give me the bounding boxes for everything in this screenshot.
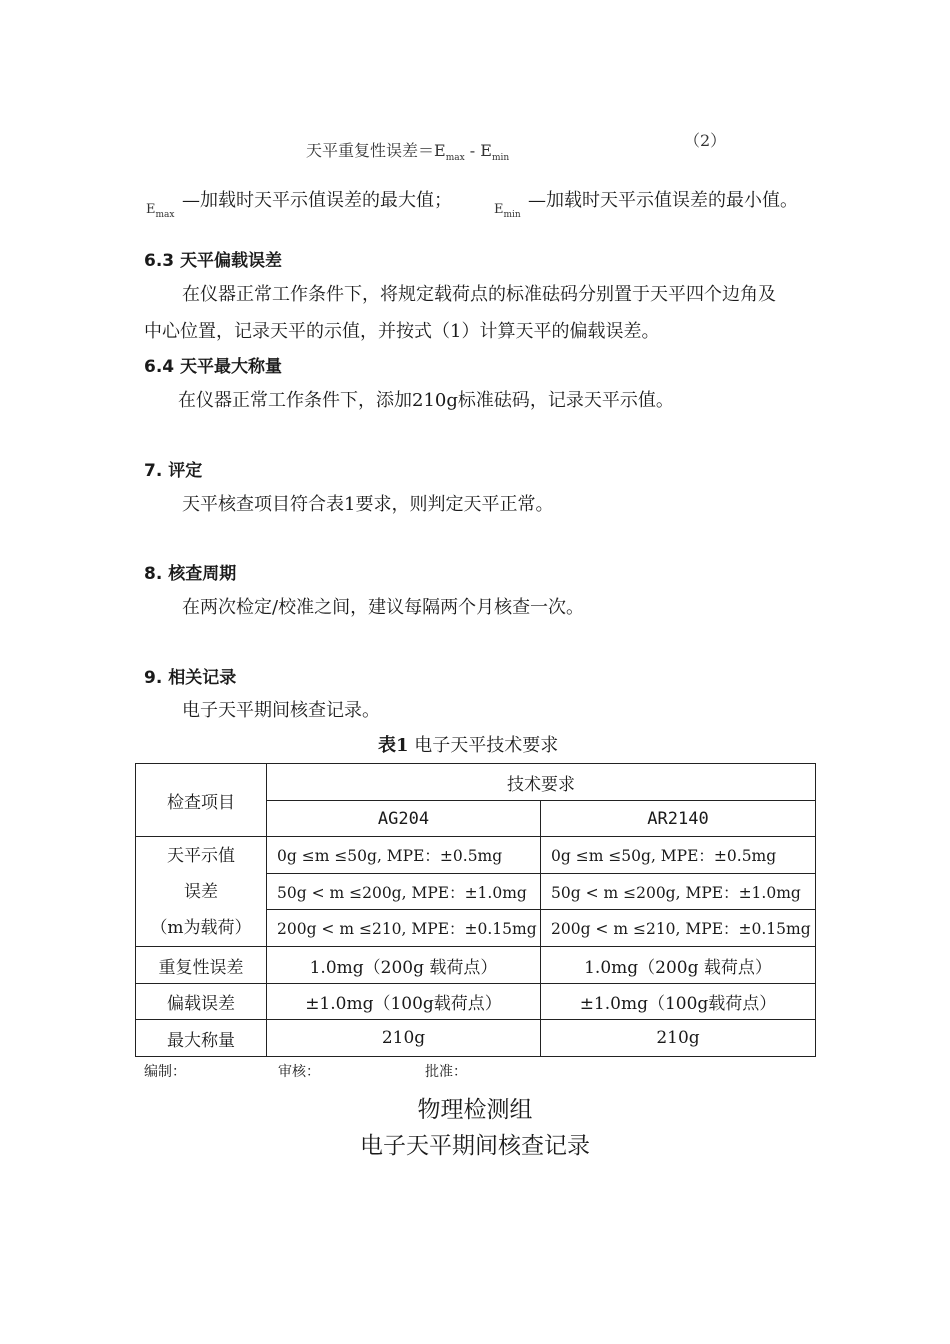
emax-definition: —加载时天平示值误差的最大值；	[182, 190, 452, 211]
section-6-3-line-2: 中心位置，记录天平的示值，并按式（1）计算天平的偏载误差。	[144, 321, 660, 342]
max-capacity-value: 210g	[267, 1020, 541, 1057]
eccentric-value: ±1.0mg（100g载荷点）	[541, 984, 816, 1020]
emin-definition: —加载时天平示值误差的最小值。	[528, 190, 798, 211]
technical-requirements-table	[135, 763, 816, 1057]
section-8-heading: 8. 核查周期	[144, 564, 237, 584]
range-cell: 200g < m ≤210, MPE：±0.15mg	[267, 910, 541, 947]
header-model-ag204: AG204	[267, 801, 541, 837]
header-technical-requirements: 技术要求	[267, 764, 816, 801]
reviewed-by-label: 审核：	[278, 1064, 320, 1080]
eccentric-label: 偏载误差	[136, 984, 267, 1020]
max-capacity-label: 最大称量	[136, 1020, 267, 1057]
range-cell: 200g < m ≤210, MPE：±0.15mg	[541, 910, 816, 947]
repeatability-value: 1.0mg（200g 载荷点）	[267, 947, 541, 984]
repeatability-label: 重复性误差	[136, 947, 267, 984]
formula-repeatability: 天平重复性误差$=E_{max} - E_{min}$	[306, 141, 510, 163]
max-capacity-value: 210g	[541, 1020, 816, 1057]
formula-lhs: 天平重复性误差＝	[306, 141, 435, 160]
section-6-3-heading: 6.3 天平偏载误差	[144, 251, 283, 271]
emin-symbol: $E_{min}$	[494, 202, 521, 220]
record-title: 电子天平期间核查记录	[360, 1133, 590, 1159]
table-caption: 表1 电子天平技术要求	[378, 735, 559, 756]
header-check-item: 检查项目	[136, 764, 267, 837]
section-6-4-heading: 6.4 天平最大称量	[144, 357, 283, 377]
section-9-heading: 9. 相关记录	[144, 668, 237, 688]
section-7-heading: 7. 评定	[144, 461, 203, 481]
range-cell: 50g < m ≤200g, MPE：±1.0mg	[267, 874, 541, 910]
section-6-3-line-1: 在仪器正常工作条件下，将规定载荷点的标准砝码分别置于天平四个边角及	[182, 284, 776, 305]
compiled-by-label: 编制：	[144, 1064, 186, 1080]
repeatability-value: 1.0mg（200g 载荷点）	[541, 947, 816, 984]
approved-by-label: 批准：	[425, 1064, 467, 1080]
header-model-ar2140: AR2140	[541, 801, 816, 837]
range-cell: 0g ≤m ≤50g, MPE：±0.5mg	[541, 837, 816, 874]
section-9-line-1: 电子天平期间核查记录。	[182, 700, 380, 721]
indication-error-label: 天平示值 误差 （m为载荷）	[136, 837, 267, 947]
formula-number: （2）	[684, 131, 727, 150]
section-6-4-line-1: 在仪器正常工作条件下，添加210g标准砝码，记录天平示值。	[178, 390, 674, 411]
group-name: 物理检测组	[417, 1097, 533, 1123]
table-caption-label: 表1	[378, 735, 409, 756]
section-7-line-1: 天平核查项目符合表1要求，则判定天平正常。	[182, 494, 554, 515]
eccentric-value: ±1.0mg（100g载荷点）	[267, 984, 541, 1020]
emax-symbol: $E_{max}$	[146, 202, 175, 220]
section-8-line-1: 在两次检定/校准之间，建议每隔两个月核查一次。	[182, 597, 585, 618]
range-cell: 0g ≤m ≤50g, MPE：±0.5mg	[267, 837, 541, 874]
range-cell: 50g < m ≤200g, MPE：±1.0mg	[541, 874, 816, 910]
